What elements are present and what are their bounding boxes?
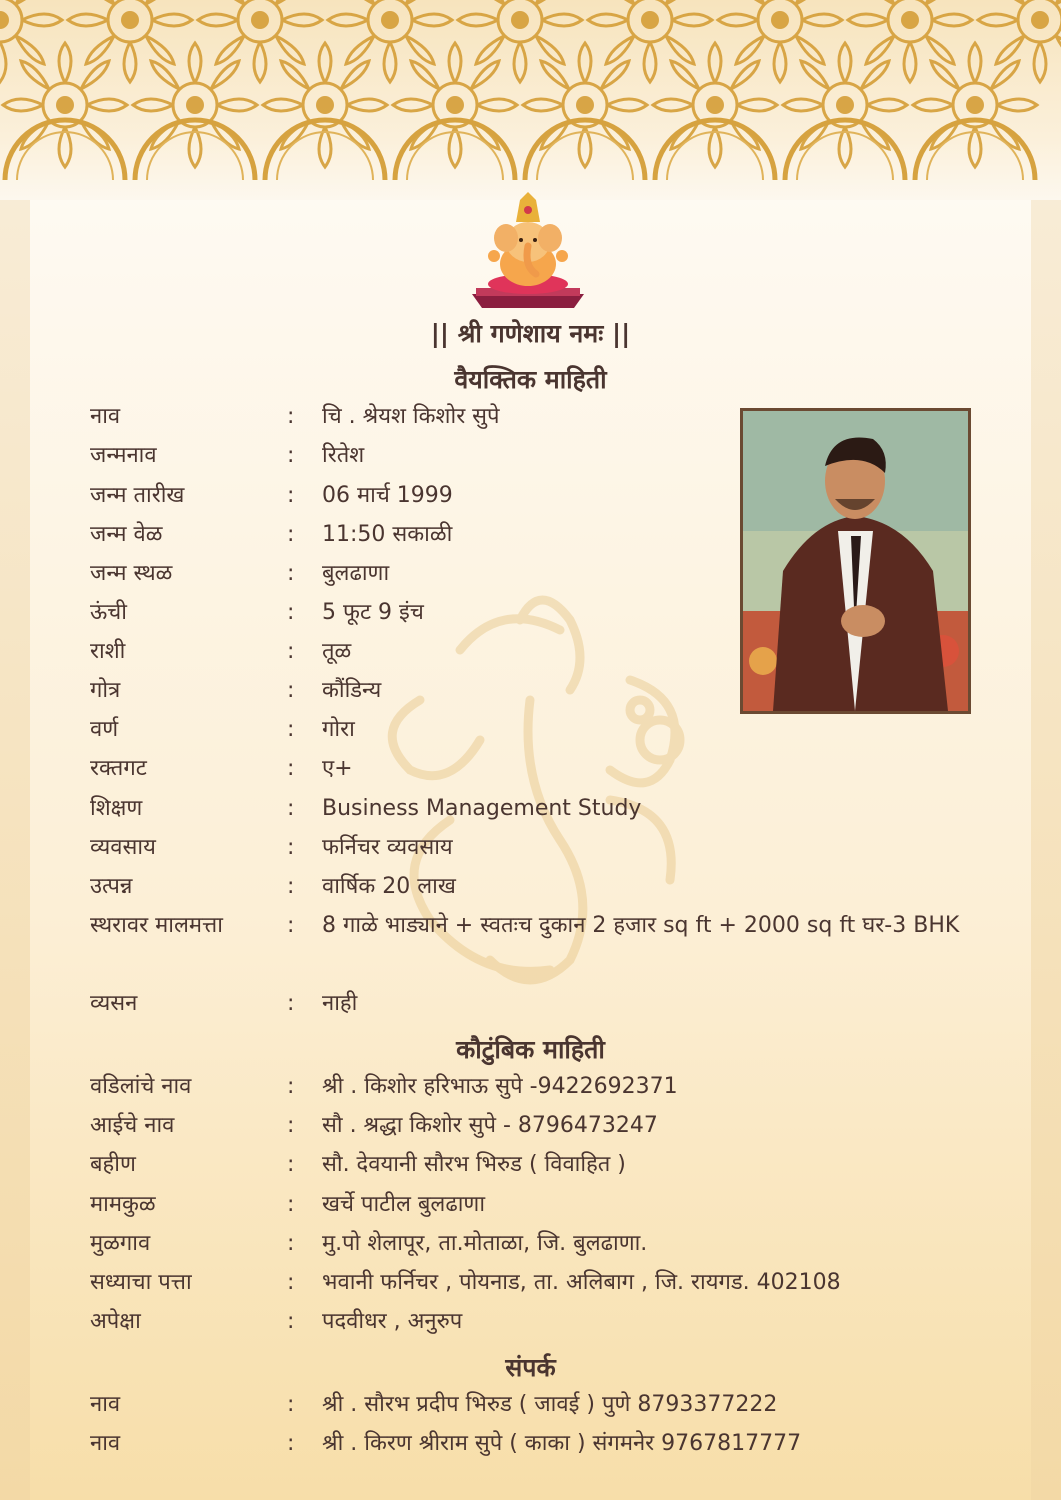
field-label: मामकुळ bbox=[90, 1192, 156, 1217]
ganesha-icon bbox=[466, 190, 590, 312]
field-label: नाव bbox=[90, 1392, 121, 1417]
invocation-title: || श्री गणेशाय नमः || bbox=[430, 319, 631, 348]
separator: : bbox=[287, 1431, 295, 1456]
field-value: रितेश bbox=[322, 443, 365, 468]
field-label: गोत्र bbox=[90, 678, 121, 703]
separator: : bbox=[287, 1074, 295, 1099]
field-value: 5 फूट 9 इंच bbox=[322, 600, 424, 625]
field-value: श्री . सौरभ प्रदीप भिरुड ( जावई ) पुणे 8793377222 bbox=[322, 1392, 778, 1417]
field-value: चि . श्रेयश किशोर सुपे bbox=[322, 404, 500, 429]
field-value: 8 गाळे भाड्याने + स्वतःच दुकान 2 हजार sq ft + 2000 sq ft घर-3 BHK bbox=[322, 913, 960, 938]
field-label: वडिलांचे नाव bbox=[90, 1074, 192, 1099]
field-value: ए+ bbox=[322, 756, 353, 781]
separator: : bbox=[287, 600, 295, 625]
contact-section-title: संपर्क bbox=[505, 1353, 556, 1382]
separator: : bbox=[287, 1192, 295, 1217]
field-value: पदवीधर , अनुरुप bbox=[322, 1309, 463, 1334]
field-value: नाही bbox=[322, 991, 358, 1016]
separator: : bbox=[287, 1309, 295, 1334]
separator: : bbox=[287, 522, 295, 547]
field-label: ऊंची bbox=[90, 600, 127, 625]
field-value: खर्चे पाटील बुलढाणा bbox=[322, 1192, 486, 1217]
separator: : bbox=[287, 874, 295, 899]
separator: : bbox=[287, 443, 295, 468]
separator: : bbox=[287, 717, 295, 742]
field-label: राशी bbox=[90, 639, 126, 664]
separator: : bbox=[287, 991, 295, 1016]
separator: : bbox=[287, 1270, 295, 1295]
field-label: व्यवसाय bbox=[90, 835, 156, 860]
family-section-title: कौटुंबिक माहिती bbox=[456, 1035, 605, 1064]
field-value: सौ . श्रद्धा किशोर सुपे - 8796473247 bbox=[322, 1113, 658, 1138]
field-value: फर्निचर व्यवसाय bbox=[322, 835, 453, 860]
field-label: उत्पन्न bbox=[90, 874, 133, 899]
field-value: श्री . किरण श्रीराम सुपे ( काका ) संगमनेर 9767817777 bbox=[322, 1431, 802, 1456]
field-label: व्यसन bbox=[90, 991, 138, 1016]
field-value: सौ. देवयानी सौरभ भिरुड ( विवाहित ) bbox=[322, 1152, 626, 1177]
separator: : bbox=[287, 404, 295, 429]
field-value: Business Management Study bbox=[322, 796, 642, 821]
field-value: श्री . किशोर हरिभाऊ सुपे -9422692371 bbox=[322, 1074, 678, 1099]
field-label: स्थरावर मालमत्ता bbox=[90, 913, 223, 938]
field-label: जन्म वेळ bbox=[90, 522, 163, 547]
separator: : bbox=[287, 639, 295, 664]
separator: : bbox=[287, 756, 295, 781]
field-value: 06 मार्च 1999 bbox=[322, 483, 453, 508]
field-label: मुळगाव bbox=[90, 1231, 151, 1256]
field-value: बुलढाणा bbox=[322, 561, 390, 586]
separator: : bbox=[287, 483, 295, 508]
separator: : bbox=[287, 835, 295, 860]
separator: : bbox=[287, 1152, 295, 1177]
field-label: शिक्षण bbox=[90, 796, 143, 821]
field-value: गोरा bbox=[322, 717, 355, 742]
field-value: वार्षिक 20 लाख bbox=[322, 874, 456, 899]
field-label: वर्ण bbox=[90, 717, 119, 742]
floral-border-pattern bbox=[0, 0, 1061, 200]
field-value: तूळ bbox=[322, 639, 352, 664]
field-label: बहीण bbox=[90, 1152, 136, 1177]
field-label: अपेक्षा bbox=[90, 1309, 141, 1334]
profile-photo bbox=[740, 408, 971, 714]
separator: : bbox=[287, 1392, 295, 1417]
separator: : bbox=[287, 1113, 295, 1138]
separator: : bbox=[287, 561, 295, 586]
field-label: नाव bbox=[90, 1431, 121, 1456]
field-value: मु.पो शेलापूर, ता.मोताळा, जि. बुलढाणा. bbox=[322, 1231, 648, 1256]
personal-section-title: वैयक्तिक माहिती bbox=[454, 365, 607, 394]
field-value: 11:50 सकाळी bbox=[322, 522, 453, 547]
field-label: नाव bbox=[90, 404, 121, 429]
field-value: भवानी फर्निचर , पोयनाड, ता. अलिबाग , जि. रायगड. 402108 bbox=[322, 1270, 841, 1295]
field-label: सध्याचा पत्ता bbox=[90, 1270, 192, 1295]
field-label: आईचे नाव bbox=[90, 1113, 175, 1138]
separator: : bbox=[287, 796, 295, 821]
field-label: जन्मनाव bbox=[90, 443, 157, 468]
field-label: रक्तगट bbox=[90, 756, 147, 781]
separator: : bbox=[287, 1231, 295, 1256]
field-label: जन्म तारीख bbox=[90, 483, 185, 508]
field-value: कौंडिन्य bbox=[322, 678, 382, 703]
separator: : bbox=[287, 913, 295, 938]
separator: : bbox=[287, 678, 295, 703]
field-label: जन्म स्थळ bbox=[90, 561, 173, 586]
